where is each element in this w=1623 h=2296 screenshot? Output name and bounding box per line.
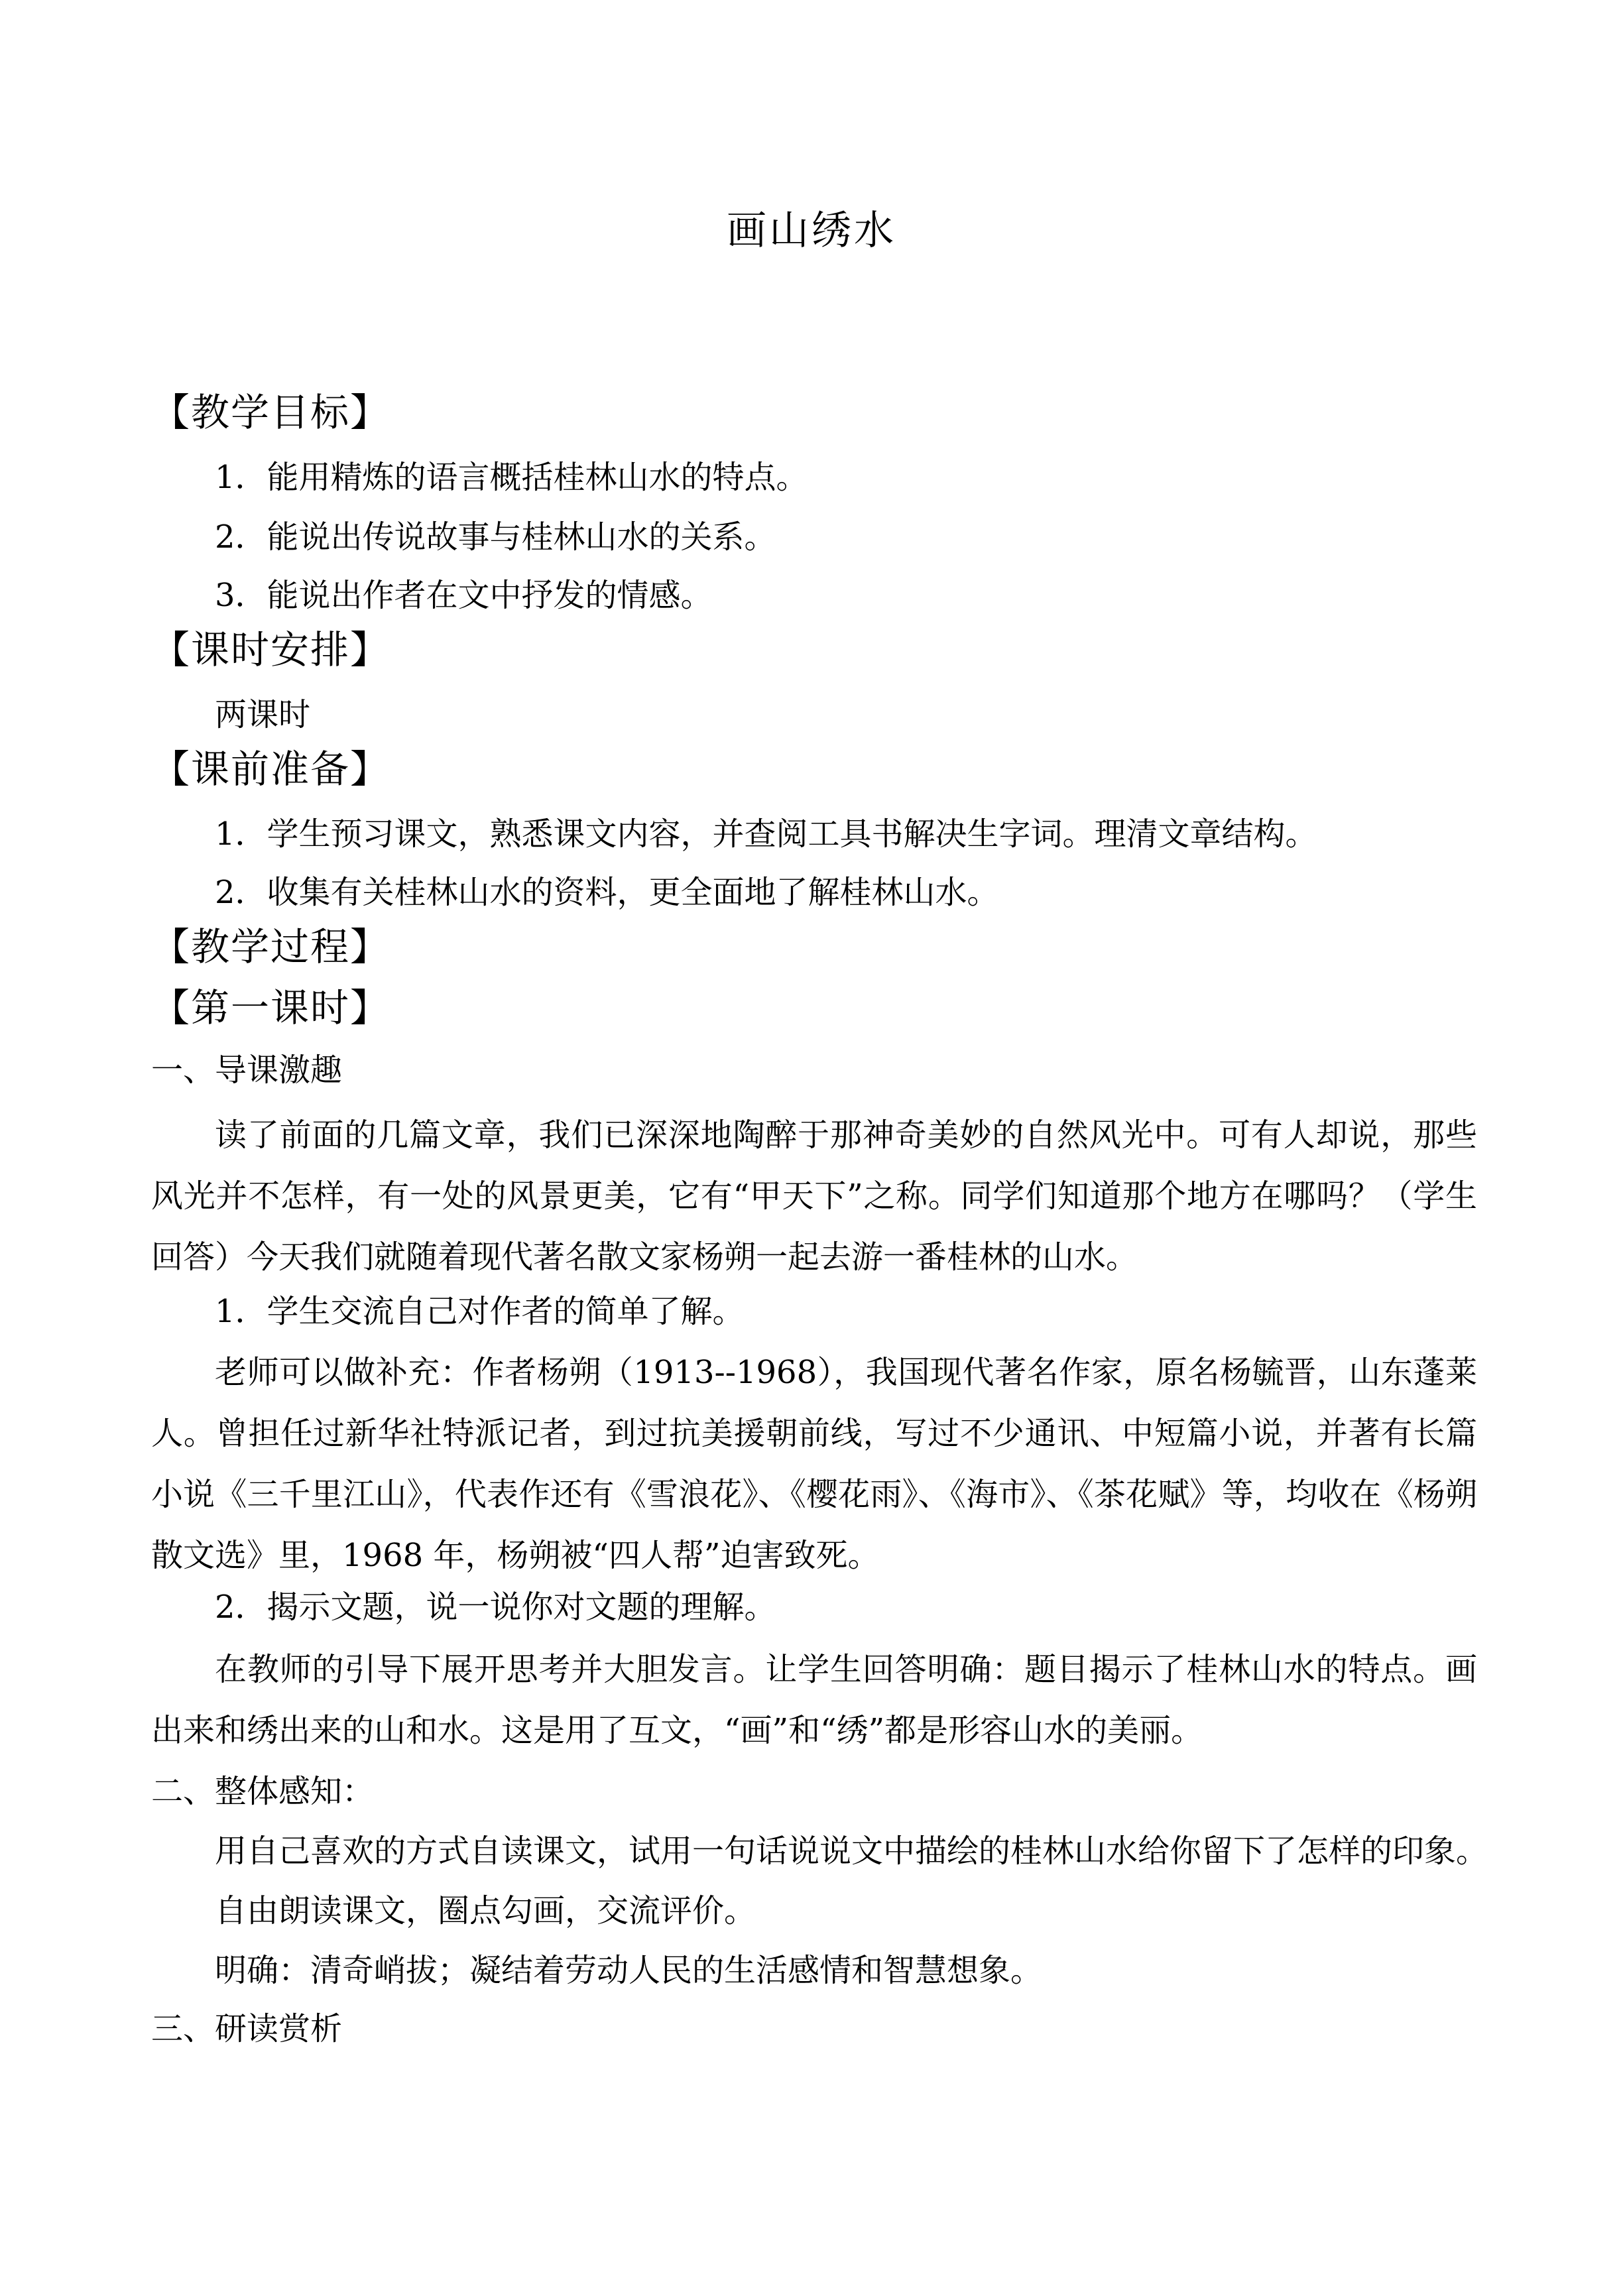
part2-line-3: 明确：清奇峭拔；凝结着劳动人民的生活感情和智慧想象。 — [215, 1952, 1043, 1989]
part2-line-1: 用自己喜欢的方式自读课文，试用一句话说说文中描绘的桂林山水给你留下了怎样的印象。 — [215, 1833, 1488, 1870]
goal-item-1: 1．能用精炼的语言概括桂林山水的特点。 — [215, 459, 808, 496]
lesson1-heading: 【第一课时】 — [151, 985, 391, 1030]
schedule-heading: 【课时安排】 — [151, 627, 391, 672]
goal-item-2: 2．能说出传说故事与桂林山水的关系。 — [215, 518, 776, 556]
part1-paragraph-2: 老师可以做补充：作者杨朔（1913--1968），我国现代著名作家，原名杨毓晋，山东蓬莱人。曾担任过新华社特派记者，到过抗美援朝前线，写过不少通讯、中短篇小说，并著有长篇小说《三千里江山》，代表作还有《雪浪花》、《樱花雨》、《海市》、《茶花赋》等，均收在《杨朔散文选》里，1968 年，杨朔被“四人帮”迫害致死。 — [151, 1354, 1477, 1574]
part1-item-2: 2．揭示文题，说一说你对文题的理解。 — [215, 1589, 776, 1626]
process-heading: 【教学过程】 — [151, 924, 391, 969]
schedule-text: 两课时 — [215, 696, 311, 733]
part2-line-2: 自由朗读课文，圈点勾画，交流评价。 — [215, 1892, 756, 1929]
part1-item-1: 1．学生交流自己对作者的简单了解。 — [215, 1293, 745, 1330]
prep-item-2: 2．收集有关桂林山水的资料，更全面地了解桂林山水。 — [215, 874, 999, 911]
prep-heading: 【课前准备】 — [151, 747, 391, 792]
part3-heading: 三、研读赏析 — [151, 2010, 343, 2047]
part1-heading: 一、导课激趣 — [151, 1052, 343, 1089]
prep-item-1: 1．学生预习课文，熟悉课文内容，并查阅工具书解决生字词。理清文章结构。 — [215, 816, 1317, 853]
part1-paragraph-3: 在教师的引导下展开思考并大胆发言。让学生回答明确：题目揭示了桂林山水的特点。画出来和绣出来的山和水。这是用了互文，“画”和“绣”都是形容山水的美丽。 — [151, 1651, 1477, 1749]
part1-paragraph-1: 读了前面的几篇文章，我们已深深地陶醉于那神奇美妙的自然风光中。可有人却说，那些风光并不怎样，有一处的风景更美，它有“甲天下”之称。同学们知道那个地方在哪吗？（学生回答）今天我们就随着现代著名散文家杨朔一起去游一番桂林的山水。 — [151, 1117, 1477, 1276]
part2-heading: 二、整体感知： — [151, 1773, 375, 1810]
goals-heading: 【教学目标】 — [151, 390, 391, 435]
goal-item-3: 3．能说出作者在文中抒发的情感。 — [215, 577, 713, 614]
page-title: 画山绣水 — [727, 208, 896, 254]
